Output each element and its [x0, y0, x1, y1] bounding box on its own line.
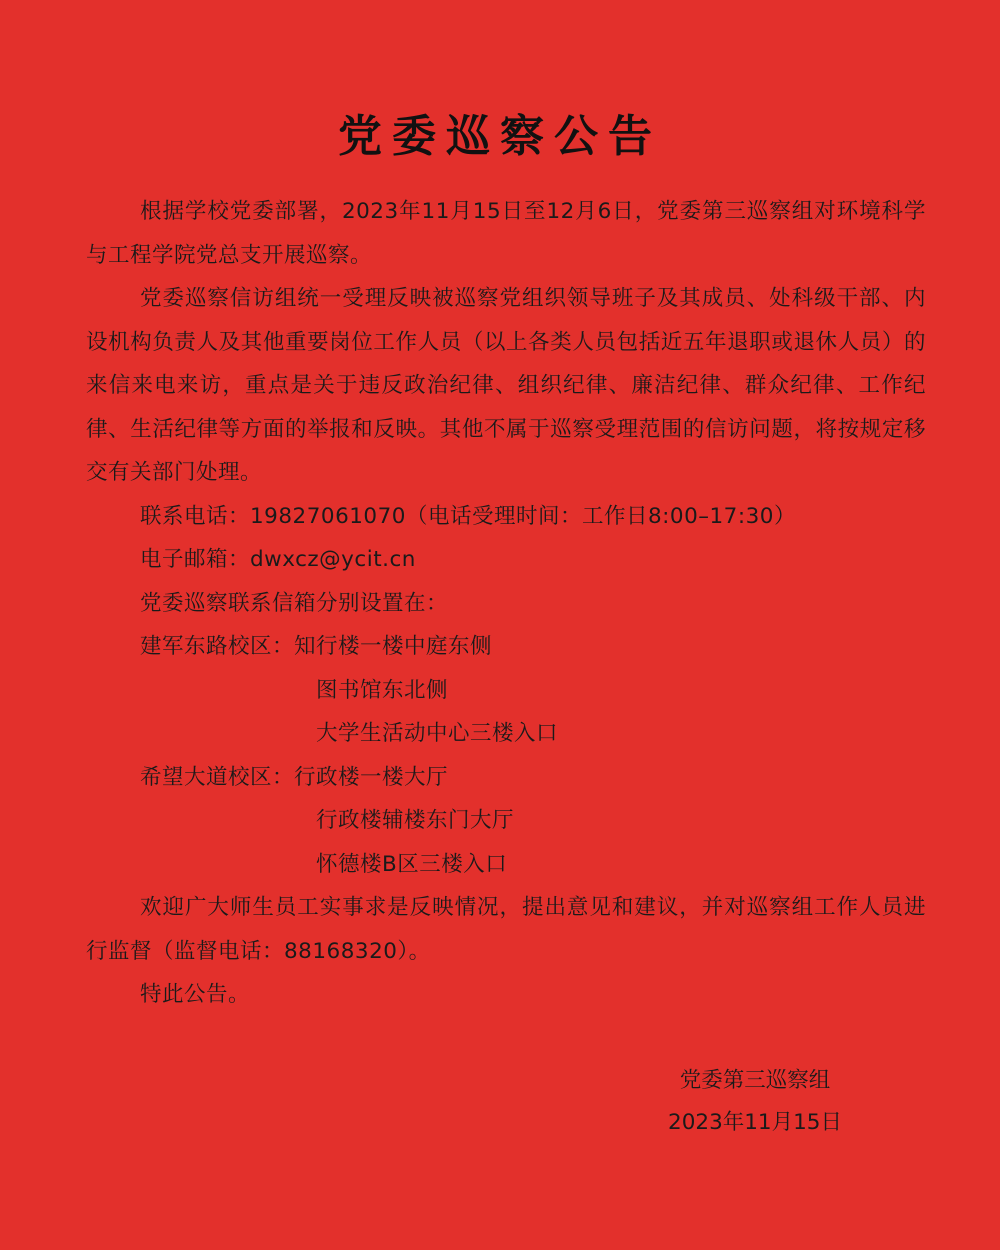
campus-name: 希望大道校区： [140, 764, 295, 790]
campus-name: 建军东路校区： [140, 634, 295, 659]
mailbox-location: 图书馆东北侧 [316, 677, 449, 703]
mailbox-row [86, 712, 926, 756]
mailbox-row [86, 669, 926, 713]
mailbox-location: 行政楼一楼大厅 [294, 764, 449, 790]
paragraph-scope: 党委巡察信访组统一受理反映被巡察党组织领导班子及其成员、处科级干部、内设机构负责人及其他重要岗位工作人员（以上各类人员包括近五年退职或退休人员）的来信来电来访，重点是关于违反政治纪律、组织纪律、廉洁纪律、群众纪律、工作纪律、生活纪律等方面的举报和反映。其他不属于巡察受理范围的信访问题，将按规定移交有关部门处理。 [86, 286, 926, 485]
mailbox-location: 知行楼一楼中庭东侧 [294, 634, 493, 659]
signature-date: 2023年11月15日 [668, 1110, 842, 1135]
mailbox-location: 大学生活动中心三楼入口 [316, 721, 559, 746]
page-title: 党委巡察公告 [338, 111, 662, 162]
signature-block [600, 1060, 910, 1144]
mailbox-location: 行政楼辅楼东门大厅 [316, 808, 515, 833]
contact-email: 电子邮箱：dwxcz@ycit.cn [140, 547, 416, 572]
signature-org: 党委第三巡察组 [679, 1068, 831, 1093]
mailbox-row [86, 756, 926, 800]
paragraph-closing: 特此公告。 [140, 982, 251, 1007]
mailbox-intro: 党委巡察联系信箱分别设置在： [140, 590, 449, 616]
paragraph-welcome: 欢迎广大师生员工实事求是反映情况，提出意见和建议，并对巡察组工作人员进行监督（监督电话：88168320）。 [86, 895, 926, 964]
mailbox-row [86, 843, 926, 887]
mailbox-location: 怀德楼B区三楼入口 [316, 851, 508, 877]
mailbox-row [86, 799, 926, 843]
notice-body [86, 190, 926, 1017]
mailbox-row [86, 625, 926, 669]
paragraph-intro: 根据学校党委部署，2023年11月15日至12月6日，党委第三巡察组对环境科学与工程学院党总支开展巡察。 [86, 199, 926, 268]
contact-phone: 联系电话：19827061070（电话受理时间：工作日8:00–17:30） [140, 503, 796, 529]
